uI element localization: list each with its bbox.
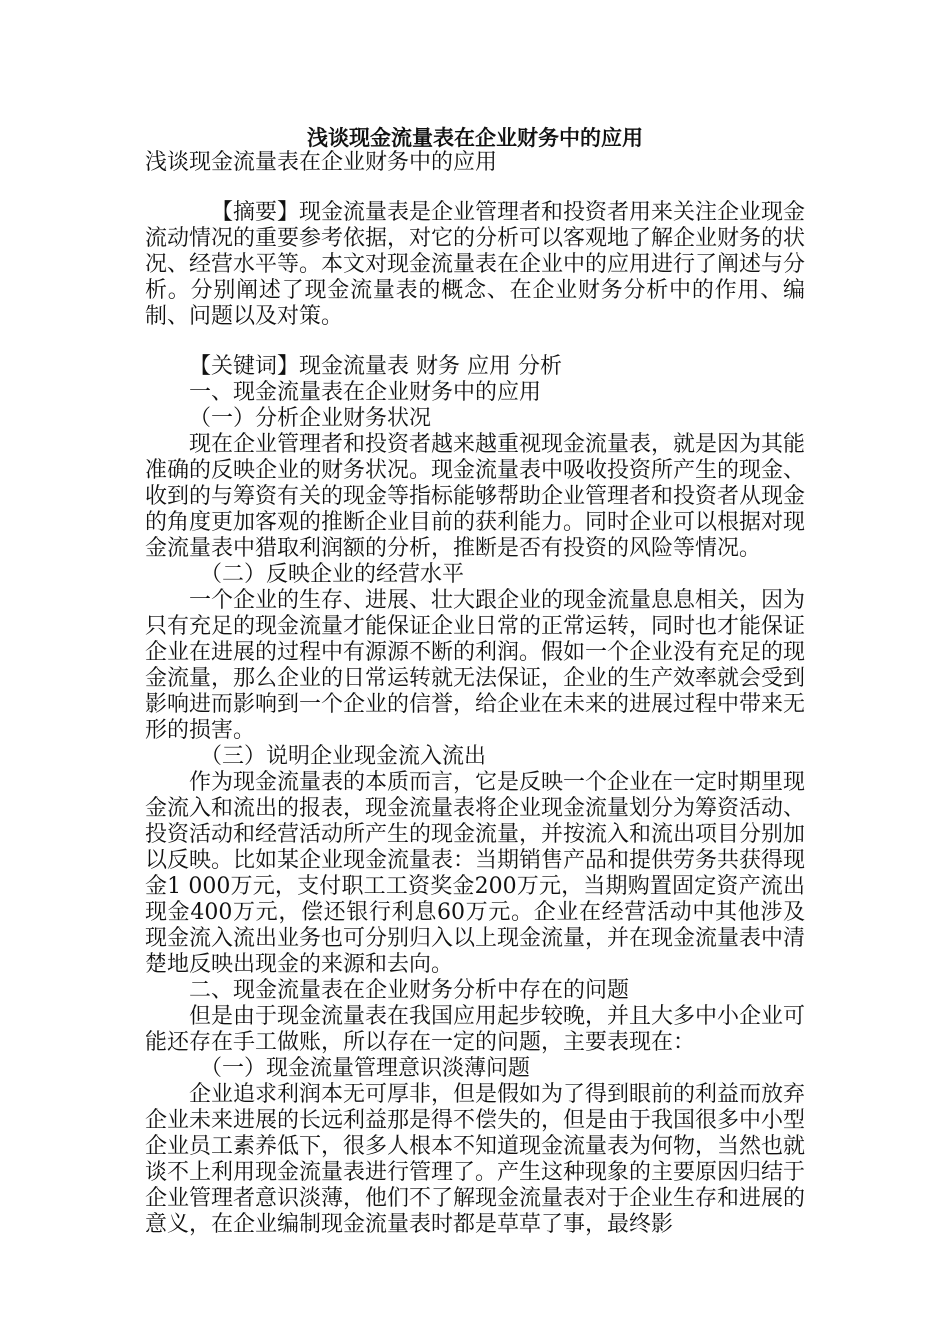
section-heading-2: 二、现金流量表在企业财务分析中存在的问题 [189, 978, 630, 1003]
body-paragraph-1-1: 现在企业管理者和投资者越来越重视现金流量表，就是因为其能准确的反映企业的财务状况。现金流量表中吸收投资所产生的现金、收到的与筹资有关的现金等指标能够帮助企业管理者和投资者从现金的角度更加客观的推断企业目前的获利能力。同时企业可以根据对现金流量表中猎取利润额的分析，推断是否有投资的风险等情况。 [145, 432, 806, 561]
body-paragraph-1-2: 一个企业的生存、进展、壮大跟企业的现金流量息息相关，因为只有充足的现金流量才能保证企业日常的正常运转，同时也才能保证企业在进展的过程中有源源不断的利润。假如一个企业没有充足的现金流量，那么企业的日常运转就无法保证，企业的生产效率就会受到影响进而影响到一个企业的信誉，给企业在未来的进展过程中带来无形的损害。 [145, 588, 806, 743]
body-paragraph-2-1: 企业追求利润本无可厚非，但是假如为了得到眼前的利益而放弃企业未来进展的长远利益那是得不偿失的，但是由于我国很多中小型企业员工素养低下，很多人根本不知道现金流量表为何物，当然也就谈不上利用现金流量表进行管理了。产生这种现象的主要原因归结于企业管理者意识淡薄，他们不了解现金流量表对于企业生存和进展的意义，在企业编制现金流量表时都是草草了事，最终影 [145, 1082, 806, 1237]
subsection-heading-1-1: （一）分析企业财务状况 [189, 406, 432, 431]
document-subtitle: 浅谈现金流量表在企业财务中的应用 [145, 150, 498, 175]
document-title: 浅谈现金流量表在企业财务中的应用 [307, 125, 643, 150]
section-heading-1: 一、现金流量表在企业财务中的应用 [189, 380, 542, 405]
document-body [145, 126, 805, 1238]
body-paragraph-2-intro: 但是由于现金流量表在我国应用起步较晚，并且大多中小企业可能还存在手工做账，所以存在一定的问题，主要表现在： [145, 1004, 806, 1055]
abstract-paragraph: 【摘要】现金流量表是企业管理者和投资者用来关注企业现金流动情况的重要参考依据，对它的分析可以客观地了解企业财务的状况、经营水平等。本文对现金流量表在企业中的应用进行了阐述与分析。分别阐述了现金流量表的概念、在企业财务分析中的作用、编制、问题以及对策。 [145, 200, 806, 329]
body-paragraph-1-3: 作为现金流量表的本质而言，它是反映一个企业在一定时期里现金流入和流出的报表，现金流量表将企业现金流量划分为筹资活动、投资活动和经营活动所产生的现金流量，并按流入和流出项目分别加以反映。比如某企业现金流量表：当期销售产品和提供劳务共获得现金1 000万元，支付职工工资奖金200万元，当期购置固定资产流出现金400万元，偿还银行利息60万元。企业在经营活动中其他涉及现金流入流出业务也可分别归入以上现金流量，并在现金流量表中清楚地反映出现金的来源和去向。 [145, 770, 806, 977]
keywords-line: 【关键词】现金流量表 财务 应用 分析 [189, 354, 562, 379]
subsection-heading-1-2: （二）反映企业的经营水平 [200, 562, 465, 587]
subsection-heading-1-3: （三）说明企业现金流入流出 [200, 744, 487, 769]
subsection-heading-2-1: （一）现金流量管理意识淡薄问题 [200, 1056, 531, 1081]
